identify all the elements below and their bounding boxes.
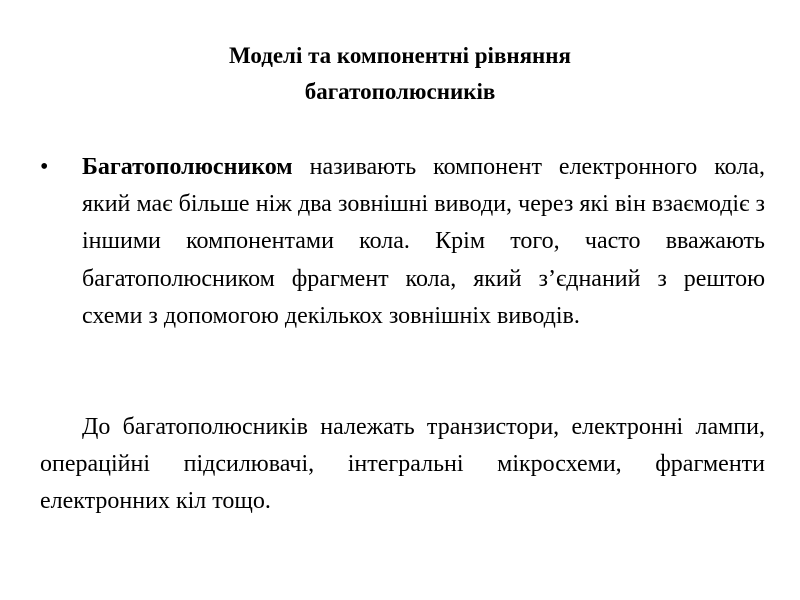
slide-title-line-1: Моделі та компонентні рівняння	[228, 43, 572, 68]
bullet-item	[40, 149, 765, 335]
defined-term: Багатополюсником	[82, 154, 293, 180]
bullet-text	[82, 149, 765, 335]
definition-text: називають компонент електронного кола, який має більше ніж два зовнішні виводи, через які він взаємодіє з іншими компонентами кола. Крім того, часто вважають багатополюсником фрагмент кола, який з’єднаний з рештою схеми з допомогою декількох зовнішніх виводів.	[82, 154, 765, 329]
slide-title	[100, 38, 700, 110]
bullet-dot-icon: •	[40, 154, 49, 180]
slide-title-line-2: багатополюсників	[304, 79, 496, 104]
examples-paragraph: До багатополюсників належать транзистори, електронні лампи, операційні підсилювачі, інтегральні мікросхеми, фрагменти електронних кіл тощо.	[40, 414, 765, 515]
